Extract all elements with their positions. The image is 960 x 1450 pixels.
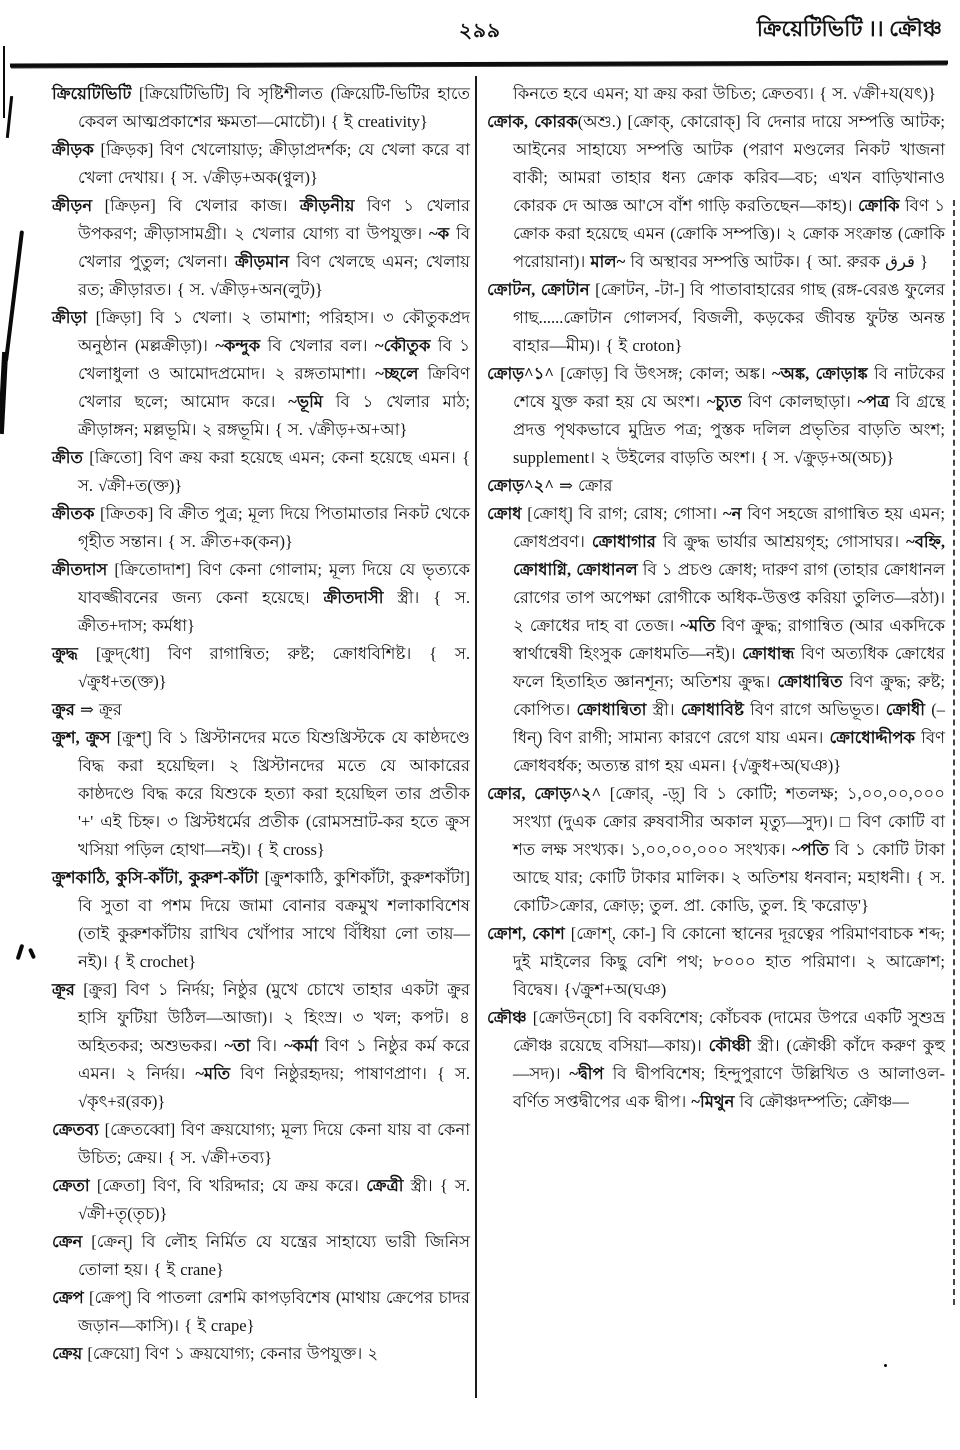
- scan-artifact-left-line: [3, 46, 5, 118]
- dictionary-entry: ক্রেপ [ক্রেপ্] বি পাতলা রেশমি কাপড়বিশেষ (মাথায় ক্রেপের চাদর জড়ান—কাসি)। { ই crape}: [52, 1288, 470, 1335]
- dictionary-entry: ক্রুর ⇒ ক্রূর: [52, 700, 122, 719]
- dictionary-entry: ক্রিয়েটিভিটি [ক্রিয়েটিভিটি] বি সৃষ্টিশীলত (ক্রিয়েটি-ভিটির হাতে কেবল আত্মপ্রকাশের ক্ষমতা—মোচৌ)। { ই creativity}: [52, 84, 470, 131]
- pen-mark: [16, 944, 25, 960]
- dictionary-entry: ক্রীড়া [ক্রিড়া] বি ১ খেলা। ২ তামাশা; পরিহাস। ৩ কৌতুকপ্রদ অনুষ্ঠান (মল্লক্রীড়া)। ~কন্দুক বি খেলার বল। ~কৌতুক বি ১ খেলাধুলা ও আমোদপ্রমোদ। ২ রঙ্গতামাশা। ~চ্ছলে ক্রিবিণ খেলার ছলে; আমোদ করে। ~ভূমি বি ১ খেলার মাঠ; ক্রীড়াঙ্গন; মল্লভূমি। ২ রঙ্গভূমি। { স. √ক্রীড়+অ+আ}: [52, 308, 470, 439]
- dictionary-entry: ক্রীড়ন [ক্রিড়ন] বি খেলার কাজ। ক্রীড়নীয় বিণ ১ খেলার উপকরণ; ক্রীড়াসামগ্রী। ২ খেলার যোগ্য বা উপযুক্ত। ~ক বি খেলার পুতুল; খেলনা। ক্রীড়মান বিণ খেলছে এমন; খেলায় রত; ক্রীড়ারত। { স. √ক্রীড়+অন(লুট)}: [52, 196, 470, 299]
- dictionary-entry: ক্রোর, ক্রোড়^২^ [ক্রোর্, -ড়্] বি ১ কোটি; শতলক্ষ; ১,০০,০০,০০০ সংখ্যা (দুএক ক্রোর রুষবাসীর অকাল মৃত্যু—সুদ)। □ বিণ কোটি বা শত লক্ষ সংখ্যক। ১,০০,০০,০০০ সংখ্যক। ~পতি বি ১ কোটি টাকা আছে যার; কোটি টাকার মালিক। ২ অতিশয় ধনবান; মহাধনী। { স. কোটি>ক্রোর, ক্রোড়; তুল. প্রা. কোডি, তুল. হি 'করোড়'}: [487, 784, 945, 915]
- left-column: [52, 80, 470, 1368]
- dictionary-entry: ক্রেয় [ক্রেয়ো] বিণ ১ ক্রয়যোগ্য; কেনার উপযুক্ত। ২: [52, 1344, 379, 1363]
- dictionary-entry: ক্রীতদাস [ক্রিতোদাশ] বিণ কেনা গোলাম; মূল্য দিয়ে যে ভৃত্যকে যাবজ্জীবনের জন্য কেনা হয়েছে। ক্রীতদাসী স্ত্রী। { স. ক্রীত+দাস; কর্মধা}: [52, 560, 471, 635]
- column-divider: [475, 76, 477, 1398]
- dictionary-entry: ক্রৌঞ্চ [ক্রোউন্‌চো] বি বকবিশেষ; কোঁচবক (দামের উপরে একটি সুশুভ্র ক্রৌঞ্চ রয়েছে বসিয়া—কায়)। কৌঞ্চী স্ত্রী। (ক্রৌঞ্চী কাঁদে করুণ কুহু—সদ)। ~দ্বীপ বি দ্বীপবিশেষ; হিন্দুপুরাণে উল্লিখিত ও আলাওল-বর্ণিত সপ্তদ্বীপের এক দ্বীপ। ~মিথুন বি ক্রৌঞ্চদম্পতি; ক্রৌঞ্চ—: [487, 1008, 945, 1111]
- dictionary-entry: ক্রেতব্য [ক্রেতব্বো] বিণ ক্রয়যোগ্য; মূল্য দিয়ে কেনা যায় বা কেনা উচিত; ক্রেয়। { স. √ক্রী+তব্য}: [52, 1120, 470, 1167]
- dictionary-entry: ক্রোড়^২^ ⇒ ক্রোর: [487, 476, 613, 495]
- dictionary-entry: ক্রূর [ক্রুর] বিণ ১ নির্দয়; নিষ্ঠুর (মুখে চোখে তাহার একটা ক্রুর হাসি ফুটিয়া উঠিল—আজা)। ২ হিংস্র। ৩ খল; কপট। ৪ অহিতকর; অশুভকর। ~তা বি। ~কর্মা বিণ ১ নিষ্ঠুর কর্ম করে এমন। ২ নির্দয়। ~মতি বিণ নিষ্ঠুরহৃদয়; পাষাণপ্রাণ। { স. √কৃৎ+র(রক)}: [52, 980, 470, 1111]
- right-column: [487, 80, 945, 1116]
- scan-artifact-streak: [4, 230, 24, 362]
- page-number: ২৯৯: [459, 20, 501, 42]
- dictionary-entry: ক্রুদ্ধ [ক্রুদ্‌ধো] বিণ রাগান্বিত; রুষ্ট; ক্রোধবিশিষ্ট। { স. √ক্রুধ+ত(ক্ত)}: [52, 644, 470, 691]
- dictionary-entry: ক্রীড়ক [ক্রিড়ক] বিণ খেলোয়াড়; ক্রীড়াপ্রদর্শক; যে খেলা করে বা খেলা দেখায়। { স. √ক্রীড়+অক(ণ্বুল)}: [52, 140, 470, 187]
- dictionary-entry: ক্রোটন, ক্রোটান [ক্রোটন, -টা-] বি পাতাবাহারের গাছ (রঙ্গ-বেরঙ ফুলের গাছ......ক্রোটান গোলসর্ব, বিজলী, কড়কের জীবন্ত ফুটন্ত অনন্ত বাহার—মীম)। { ই croton}: [487, 280, 945, 355]
- dictionary-entry: ক্রেতা [ক্রেতা] বিণ, বি খরিদ্দার; যে ক্রয় করে। ক্রেত্রী স্ত্রী। { স. √ক্রী+তৃ(তৃচ)}: [52, 1176, 470, 1223]
- dictionary-entry: ক্রুশকাঠি, কুসি-কাঁটা, কুরুশ-কাঁটা [ক্রুশকাঠি, কুশিকাঁটা, কুরুশকাঁটা] বি সুতা বা পশম দিয়ে জামা বোনার বক্রমুখ শলাকাবিশেষ (তাই কুরুশকাঁটায় রাখিব খোঁপার সাথে বিঁধিয়া লো তায়—নই)। { ই crochet}: [52, 868, 470, 971]
- dictionary-entry: কিনতে হবে এমন; যা ক্রয় করা উচিত; ক্রেতব্য। { স. √ক্রী+য(যৎ)}: [513, 84, 936, 103]
- dictionary-entry: ক্রোক, কোরক(অশু.) [ক্রোক্, কোরোক্] বি দেনার দায়ে সম্পত্তি আটক; আইনের সাহায্যে সম্পত্তি আটক (পরাণ মণ্ডলের নিকট খাজনা বাকী; আমরা তাহার ধন্য ক্রোক করিব—বচ; এখন বাড়িখানাও কোরক দে আজ্ঞ আ'সে বাঁশ গাড়ি করতিছেন—কাহ)। ক্রোকি বিণ ১ ক্রোক করা হয়েছে এমন (ক্রোকি সম্পত্তি)। ২ ক্রোক সংক্রান্ত (ক্রোকি পরোয়ানা)। মাল~ বি অস্থাবর সম্পত্তি আটক। { আ. রুরক قرق }: [487, 112, 945, 271]
- scan-artifact-right-edge: [953, 200, 955, 1305]
- dictionary-entry: ক্রেন [ক্রেন্] বি লৌহ নির্মিত যে যন্ত্রের সাহায্যে ভারী জিনিস তোলা হয়। { ই crane}: [52, 1232, 470, 1279]
- dictionary-entry: ক্রোধ [ক্রোধ্] বি রাগ; রোষ; গোসা। ~ন বিণ সহজে রাগান্বিত হয় এমন; ক্রোধপ্রবণ। ক্রোধাগার বি ক্রুদ্ধ ভার্যার আশ্রয়গৃহ; গোসাঘর। ~বহ্নি, ক্রোধাগ্নি, ক্রোধানল বি ১ প্রচণ্ড ক্রোধ; দারুণ রাগ (তাহার ক্রোধানল রোগের তাপ অপেক্ষা রোগীকে অধিক-উত্তপ্ত করিয়া তুলিত—রঠা)। ২ ক্রোধের দাহ বা তেজ। ~মতি বিণ ক্রুদ্ধ; রাগান্বিত (আর একদিকে স্বার্থান্বেষী হিংসুক ক্রোধমতি—নই)। ক্রোধান্ধ বিণ অত্যধিক ক্রোধের ফলে হিতাহিত জ্ঞানশূন্য; অতিশয় ক্রুদ্ধ। ক্রোধান্বিত বিণ ক্রুদ্ধ; রুষ্ট; কোপিত। ক্রোধান্বিতা স্ত্রী। ক্রোধাবিষ্ট বিণ রাগে অভিভূত। ক্রোধী (–ধিন্) বিণ রাগী; সামান্য কারণে রেগে যায় এমন। ক্রোধোদ্দীপক বিণ ক্রোধবর্ধক; অত্যন্ত রাগ হয় এমন। {√ক্রুধ+অ(ঘঞ)}: [487, 504, 946, 775]
- dictionary-entry: ক্রীতক [ক্রিতক] বি ক্রীত পুত্র; মূল্য দিয়ে পিতামাতার নিকট থেকে গৃহীত সন্তান। { স. ক্রীত+ক(কন)}: [52, 504, 470, 551]
- dictionary-entry: ক্রোশ, কোশ [ক্রোশ্, কো-] বি কোনো স্থানের দূরত্বের পরিমাণবাচক শব্দ; দুই মাইলের কিছু বেশি পথ; ৮০০০ হাত পরিমাণ। ২ আক্রোশ; বিদ্বেষ। {√ক্রুশ+অ(ঘঞ): [487, 924, 945, 999]
- dictionary-entry: ক্রীত [ক্রিতো] বিণ ক্রয় করা হয়েছে এমন; কেনা হয়েছে এমন। { স. √ক্রী+ত(ক্ত)}: [52, 448, 470, 495]
- scan-artifact-noise: [6, 96, 13, 138]
- header-rule: [10, 61, 948, 68]
- scan-artifact-bar: [0, 352, 8, 434]
- running-header: ক্রিয়েটিভিটি ।। ক্রৌঞ্চ: [756, 16, 942, 41]
- dictionary-entry: ক্রোড়^১^ [ক্রোড়] বি উৎসঙ্গ; কোল; অঙ্ক। ~অঙ্ক, ক্রোড়াঙ্ক বি নাটকের শেষে যুক্ত করা হয় যে অংশ। ~চ্যুত বিণ কোলছাড়া। ~পত্র বি গ্রন্থে প্রদত্ত পৃথকভাবে মুদ্রিত পত্র; পুস্তক দলিল প্রভৃতির বাড়তি অংশ; supplement। ২ উইলের বাড়তি অংশ। { স. √ক্রুড়+অ(অচ)}: [487, 364, 945, 467]
- pen-mark: [28, 948, 36, 960]
- scan-artifact-dot: [884, 1364, 887, 1367]
- dictionary-entry: ক্রুশ, ক্রুস [ক্রুশ্] বি ১ খ্রিস্টানদের মতে যিশুখ্রিস্টকে যে কাষ্ঠদণ্ডে বিদ্ধ করা হয়েছিল। ২ খ্রিস্টানদের মতে যে আকারের কাষ্ঠদণ্ডে বিদ্ধ করে যিশুকে হত্যা করা হয়েছিল তার প্রতীক '+' এই চিহ্ন। ৩ খ্রিস্টধর্মের প্রতীক (রোমসম্রাট-কর হতে ক্রুস খসিয়া পড়িল হোথা—নই)। { ই cross}: [52, 728, 471, 859]
